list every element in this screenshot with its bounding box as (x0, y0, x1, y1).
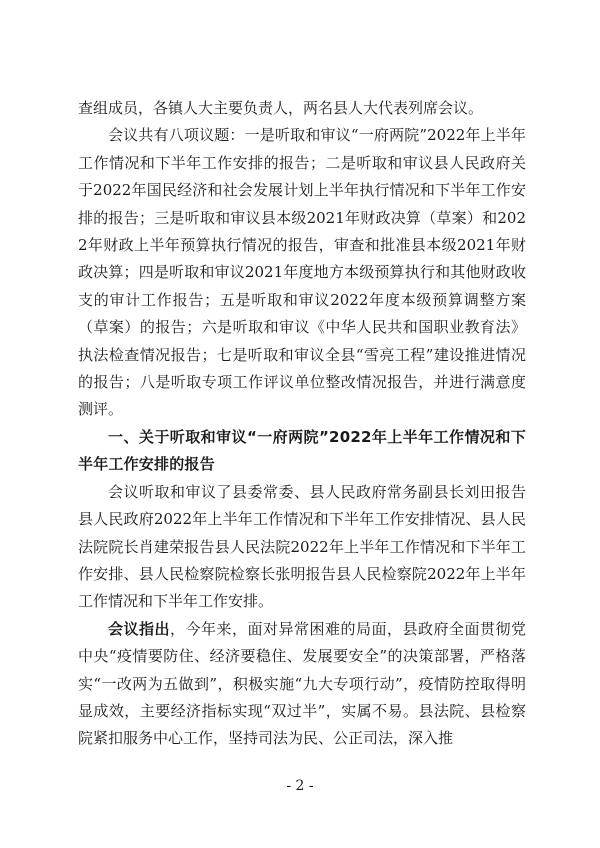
paragraph-attendees: 查组成员，各镇人大主要负责人，两名县人大代表列席会议。 (78, 99, 484, 117)
paragraph-meeting-notes (78, 616, 526, 753)
paragraph-agenda: 会议共有八项议题：一是听取和审议“一府两院”2022年上半年工作情况和下半年工作安排的报告；二是听取和审议县人民政府关于2022年国民经济和社会发展计划上半年执行情况和下半年工作安排的报告；三是听取和审议县本级2021年财政决算（草案）和2022年财政上半年预算执行情况的报告，审查和批准县本级2021年财政决算；四是听取和审议2021年度地方本级预算执行和其他财政收支的审计工作报告；五是听取和审议2022年度本级预算调整方案（草案）的报告；六是听取和审议《中华人民共和国职业教育法》执法检查情况报告；七是听取和审议全县“雪亮工程”建设推进情况的报告；八是听取专项工作评议单位整改情况报告，并进行满意度测评。 (78, 126, 526, 419)
page-number: - 2 - (286, 778, 314, 794)
paragraph-body: ，今年来，面对异常困难的局面，县政府全面贯彻党中央“疫情要防住、经济要稳住、发展要安全”的决策部署，严格落实“一改两为五做到”，积极实施“九大专项行动”，疫情防控取得明显成效，主要经济指标实现“双过半”，实属不易。县法院、县检察院紧扣服务中心工作，坚持司法为民、公正司法，深入推 (78, 619, 526, 748)
paragraph-lead: 会议指出 (108, 619, 170, 638)
document-body (78, 95, 526, 753)
section-heading: 一、关于听取和审议“一府两院”2022年上半年工作情况和下半年工作安排的报告 (78, 427, 526, 474)
paragraph-reports: 会议听取和审议了县委常委、县人民政府常务副县长刘田报告县人民政府2022年上半年工作情况和下半年工作安排情况、县人民法院院长肖建荣报告县人民法院2022年上半年工作情况和下半年工作安排、县人民检察院检察长张明报告县人民检察院2022年上半年工作情况和下半年工作安排。 (78, 482, 526, 611)
